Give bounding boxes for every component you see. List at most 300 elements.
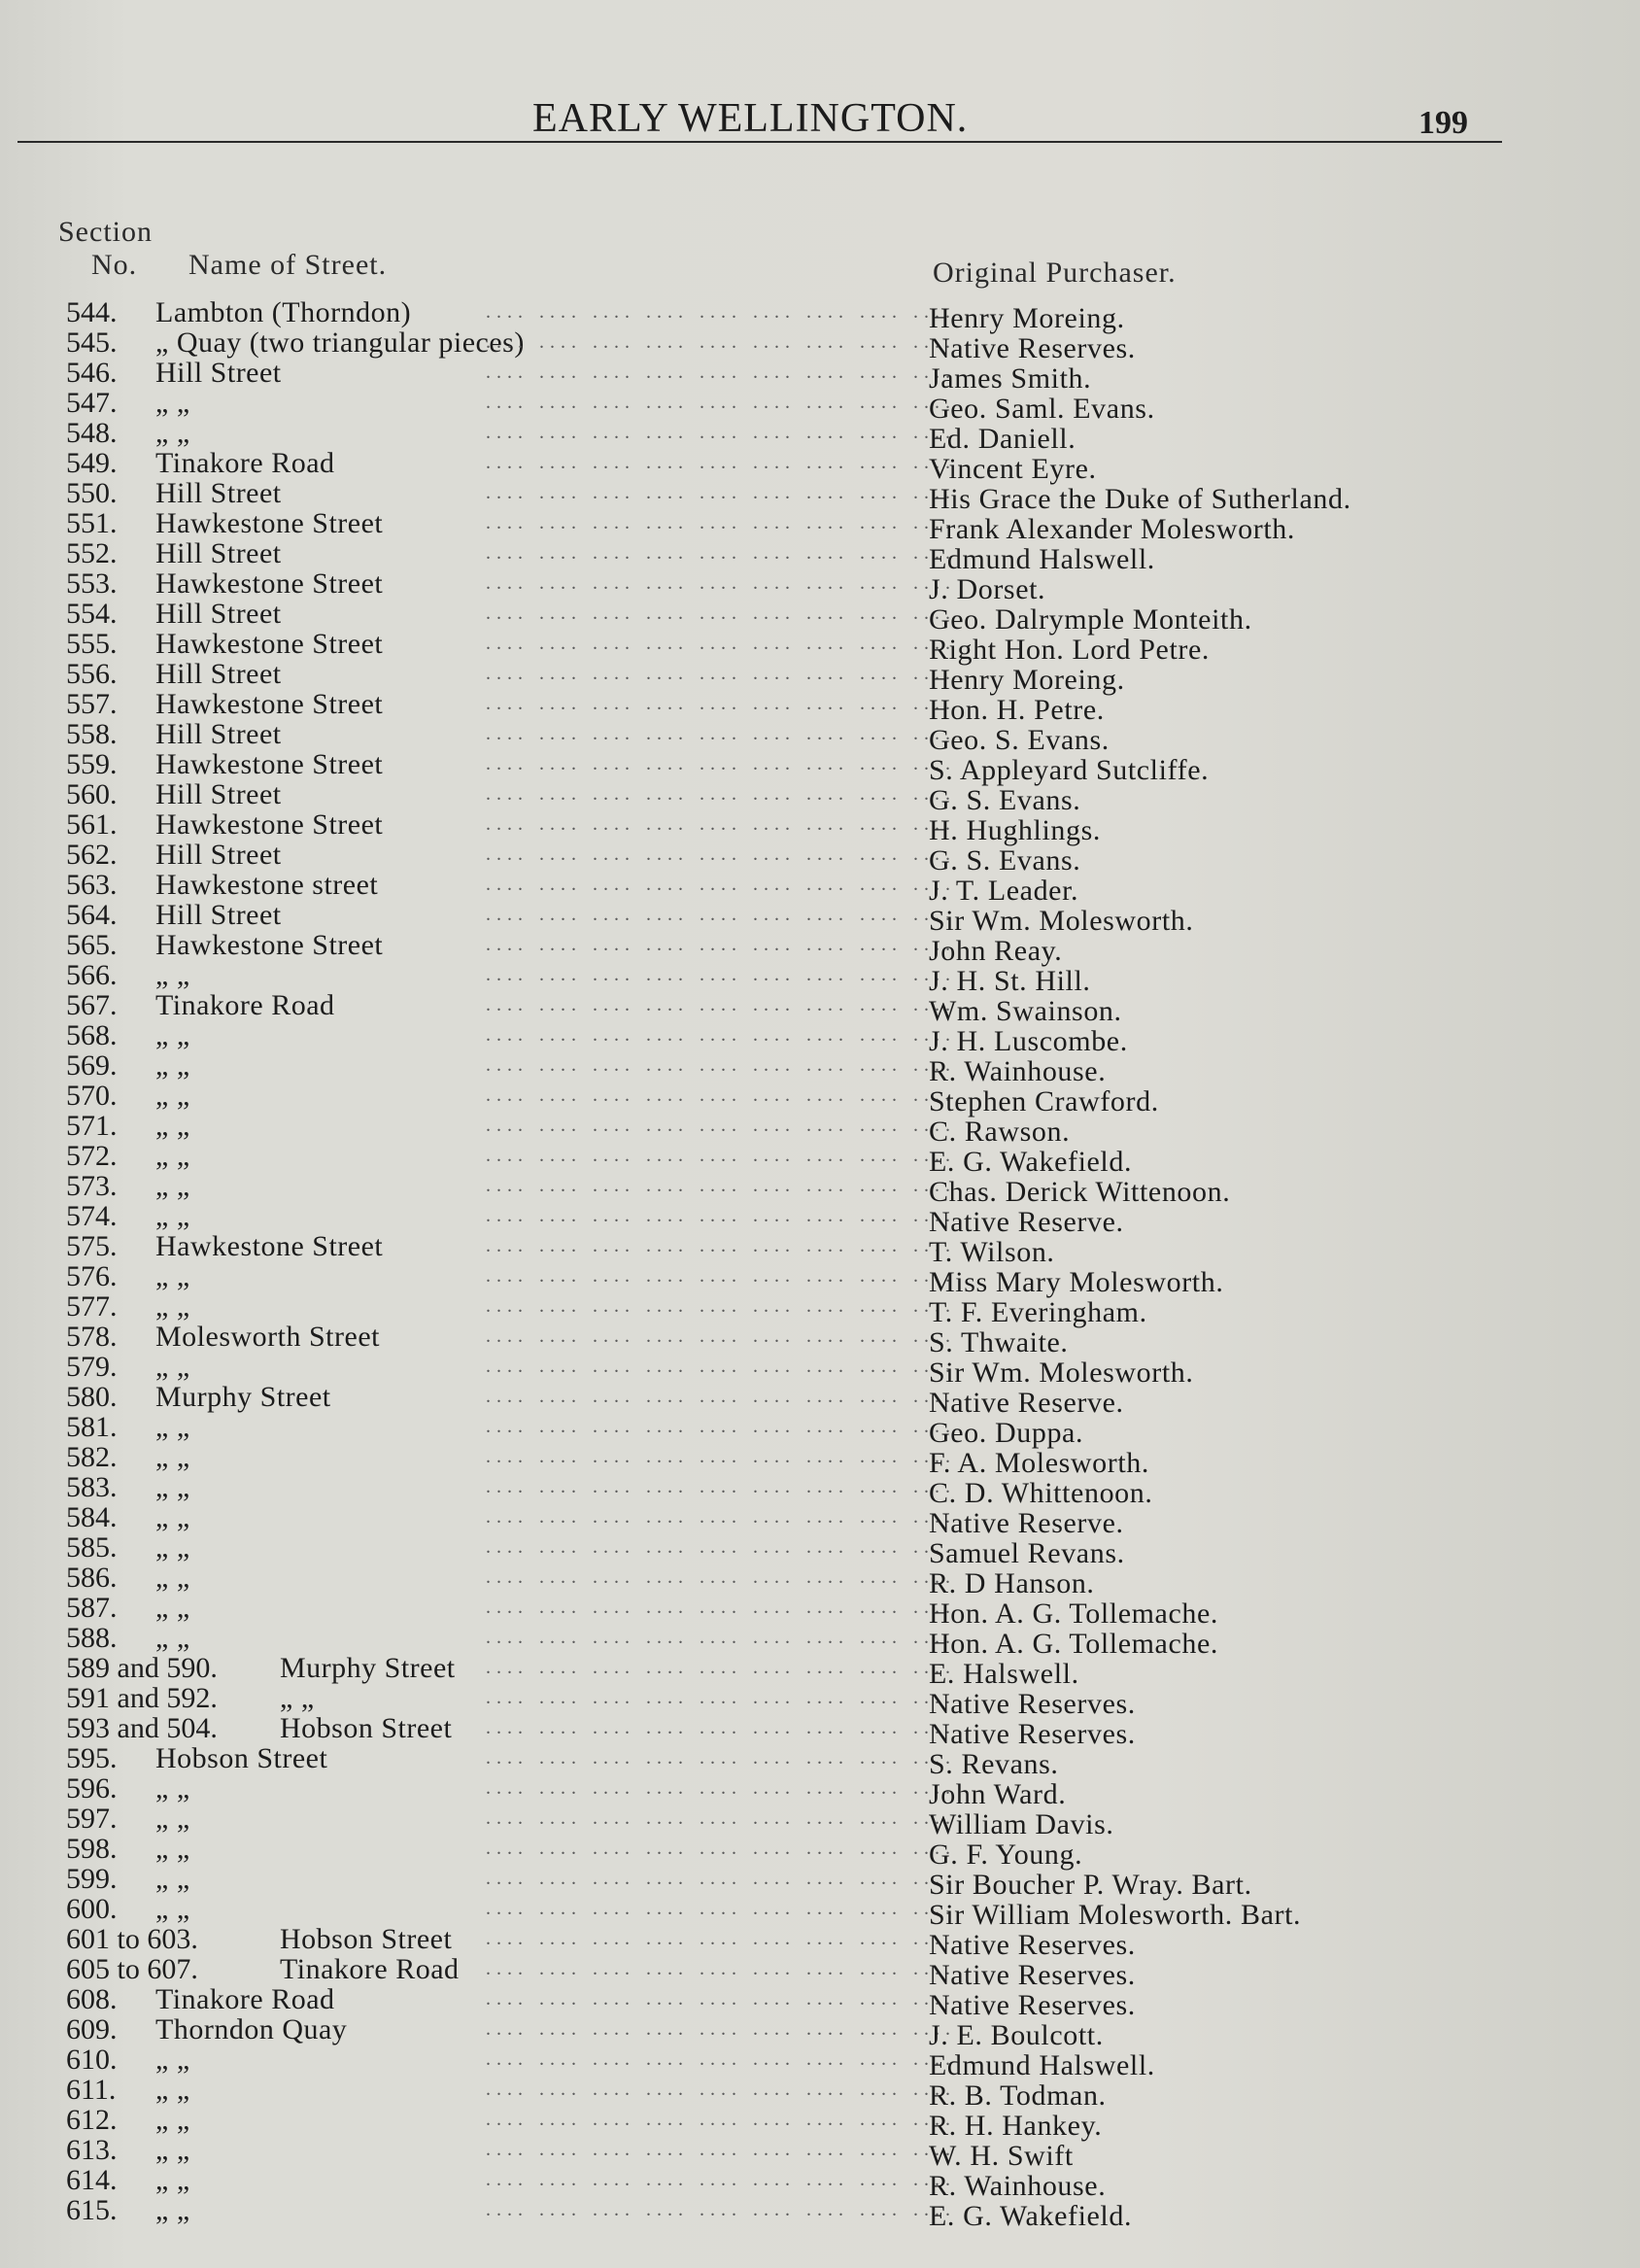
leader-dots: .... .... .... .... .... .... .... .... .... bbox=[486, 2169, 956, 2190]
leader-dots: .... .... .... .... .... .... .... .... .... bbox=[486, 422, 956, 443]
leader-dots: .... .... .... .... .... .... .... .... .... bbox=[486, 1084, 956, 1106]
street-name: Tinakore Road bbox=[155, 989, 335, 1021]
column-head-section-no: No. bbox=[91, 249, 138, 281]
street-name: „ „ bbox=[155, 2164, 190, 2196]
list-item bbox=[0, 1712, 1640, 1750]
leader-dots: .... .... .... .... .... .... .... .... .... bbox=[486, 1356, 956, 1377]
section-number: 605 to 607. bbox=[66, 1953, 198, 1985]
purchaser-name: J. T. Leader. bbox=[929, 875, 1079, 907]
section-number: 581. bbox=[66, 1411, 118, 1443]
leader-dots: .... .... .... .... .... .... .... .... .... bbox=[486, 1838, 956, 1859]
list-item bbox=[0, 387, 1640, 425]
street-name: Tinakore Road bbox=[280, 1953, 460, 1985]
leader-dots: .... .... .... .... .... .... .... .... .... bbox=[486, 874, 956, 895]
purchaser-name: Henry Moreing. bbox=[929, 302, 1125, 334]
section-number: 583. bbox=[66, 1471, 118, 1503]
leader-dots: .... .... .... .... .... .... .... .... .... bbox=[486, 1687, 956, 1708]
purchaser-name: R. B. Todman. bbox=[929, 2079, 1107, 2112]
list-item bbox=[0, 1170, 1640, 1208]
purchaser-name: Native Reserves. bbox=[929, 332, 1136, 364]
leader-dots: .... .... .... .... .... .... .... .... .... bbox=[486, 813, 956, 835]
section-number: 570. bbox=[66, 1080, 118, 1112]
street-name: „ „ bbox=[155, 1833, 190, 1865]
list-item bbox=[0, 1471, 1640, 1509]
street-name: „ „ bbox=[155, 1501, 190, 1533]
street-name: „ „ bbox=[155, 2044, 190, 2076]
list-item bbox=[0, 537, 1640, 575]
leader-dots: .... .... .... .... .... .... .... .... .... bbox=[486, 843, 956, 865]
section-number: 544. bbox=[66, 296, 118, 328]
street-name: Hill Street bbox=[155, 537, 282, 569]
purchaser-name: S. Thwaite. bbox=[929, 1326, 1069, 1358]
leader-dots: .... .... .... .... .... .... .... .... .... bbox=[486, 1807, 956, 1829]
section-number: 600. bbox=[66, 1893, 118, 1925]
purchaser-name: E. G. Wakefield. bbox=[929, 1146, 1133, 1178]
purchaser-name: R. D Hanson. bbox=[929, 1567, 1095, 1599]
street-name: „ „ bbox=[155, 1080, 190, 1112]
list-item bbox=[0, 1833, 1640, 1871]
section-number: 567. bbox=[66, 989, 118, 1021]
leader-dots: .... .... .... .... .... .... .... .... .... bbox=[486, 1476, 956, 1497]
list-item bbox=[0, 567, 1640, 605]
section-number: 557. bbox=[66, 688, 118, 720]
purchaser-name: G. F. Young. bbox=[929, 1838, 1083, 1871]
purchaser-name: John Ward. bbox=[929, 1778, 1067, 1810]
section-number: 549. bbox=[66, 447, 118, 479]
section-number: 548. bbox=[66, 417, 118, 449]
purchaser-name: Native Reserves. bbox=[929, 1959, 1136, 1991]
list-item bbox=[0, 839, 1640, 876]
list-item bbox=[0, 507, 1640, 545]
section-number: 596. bbox=[66, 1772, 118, 1804]
purchaser-name: E. G. Wakefield. bbox=[929, 2200, 1133, 2232]
street-name: „ „ bbox=[155, 387, 190, 419]
section-number: 565. bbox=[66, 929, 118, 961]
street-name: Lambton (Thorndon) bbox=[155, 296, 412, 328]
leader-dots: .... .... .... .... .... .... .... .... .... bbox=[486, 1777, 956, 1799]
section-number: 566. bbox=[66, 959, 118, 991]
leader-dots: .... .... .... .... .... .... .... .... .... bbox=[486, 1325, 956, 1347]
purchaser-name: Geo. S. Evans. bbox=[929, 724, 1110, 756]
purchaser-name: Native Reserve. bbox=[929, 1387, 1124, 1419]
column-head-purchaser: Original Purchaser. bbox=[933, 257, 1177, 289]
section-number: 553. bbox=[66, 567, 118, 600]
purchaser-name: William Davis. bbox=[929, 1808, 1114, 1840]
street-name: Hill Street bbox=[155, 357, 282, 389]
leader-dots: .... .... .... .... .... .... .... .... .... bbox=[486, 602, 956, 624]
purchaser-name: Sir William Molesworth. Bart. bbox=[929, 1899, 1302, 1931]
leader-dots: .... .... .... .... .... .... .... .... .... bbox=[486, 301, 956, 323]
street-name: „ „ bbox=[155, 1592, 190, 1624]
section-number: 558. bbox=[66, 718, 118, 750]
purchaser-name: Miss Mary Molesworth. bbox=[929, 1266, 1224, 1298]
purchaser-name: H. Hughlings. bbox=[929, 814, 1101, 846]
leader-dots: .... .... .... .... .... .... .... .... .... bbox=[486, 1265, 956, 1287]
list-item bbox=[0, 1351, 1640, 1389]
purchaser-name: Native Reserves. bbox=[929, 1688, 1136, 1720]
leader-dots: .... .... .... .... .... .... .... .... .... bbox=[486, 2199, 956, 2220]
leader-dots: .... .... .... .... .... .... .... .... .... bbox=[486, 1597, 956, 1618]
list-item bbox=[0, 2074, 1640, 2112]
list-item bbox=[0, 2194, 1640, 2232]
list-item bbox=[0, 2044, 1640, 2081]
purchaser-name: Native Reserves. bbox=[929, 1718, 1136, 1750]
section-number: 585. bbox=[66, 1531, 118, 1564]
purchaser-name: R. Wainhouse. bbox=[929, 1055, 1107, 1087]
section-number: 569. bbox=[66, 1049, 118, 1082]
leader-dots: .... .... .... .... .... .... .... .... .... bbox=[486, 904, 956, 925]
purchaser-name: G. S. Evans. bbox=[929, 784, 1081, 816]
street-name: „ „ bbox=[155, 1019, 190, 1051]
purchaser-name: Geo. Dalrymple Monteith. bbox=[929, 603, 1252, 636]
leader-dots: .... .... .... .... .... .... .... .... .... bbox=[486, 1928, 956, 1949]
section-number: 611. bbox=[66, 2074, 117, 2106]
purchaser-name: Ed. Daniell. bbox=[929, 423, 1076, 455]
purchaser-name: Edmund Halswell. bbox=[929, 2049, 1155, 2081]
section-number: 568. bbox=[66, 1019, 118, 1051]
list-item bbox=[0, 1290, 1640, 1328]
list-item bbox=[0, 1321, 1640, 1358]
list-item bbox=[0, 357, 1640, 395]
running-title: EARLY WELLINGTON. bbox=[532, 96, 969, 141]
section-number: 552. bbox=[66, 537, 118, 569]
leader-dots: .... .... .... .... .... .... .... .... .... bbox=[486, 753, 956, 774]
purchaser-name: R. H. Hankey. bbox=[929, 2110, 1103, 2142]
purchaser-name: J. Dorset. bbox=[929, 573, 1046, 605]
leader-dots: .... .... .... .... .... .... .... .... .... bbox=[486, 1657, 956, 1678]
purchaser-name: Geo. Duppa. bbox=[929, 1417, 1084, 1449]
section-number: 580. bbox=[66, 1381, 118, 1413]
leader-dots: .... .... .... .... .... .... .... .... .... bbox=[486, 693, 956, 714]
list-item bbox=[0, 1230, 1640, 1268]
section-number: 577. bbox=[66, 1290, 118, 1323]
section-number: 576. bbox=[66, 1260, 118, 1292]
street-name: Murphy Street bbox=[280, 1652, 456, 1684]
street-name: „ „ bbox=[155, 1863, 190, 1895]
section-number: 578. bbox=[66, 1321, 118, 1353]
section-number: 613. bbox=[66, 2134, 118, 2166]
list-item bbox=[0, 1863, 1640, 1901]
list-item bbox=[0, 477, 1640, 515]
purchaser-name: R. Wainhouse. bbox=[929, 2170, 1107, 2202]
list-item bbox=[0, 1803, 1640, 1840]
purchaser-name: His Grace the Duke of Sutherland. bbox=[929, 483, 1351, 515]
street-name: „ „ bbox=[155, 417, 190, 449]
street-name: „ „ bbox=[155, 1803, 190, 1835]
street-name: „ „ bbox=[155, 1411, 190, 1443]
purchaser-name: S. Appleyard Sutcliffe. bbox=[929, 754, 1210, 786]
leader-dots: .... .... .... .... .... .... .... .... .... bbox=[486, 1566, 956, 1588]
list-item bbox=[0, 1260, 1640, 1298]
section-number: 561. bbox=[66, 808, 118, 841]
street-name: „ „ bbox=[155, 1441, 190, 1473]
street-name: Hobson Street bbox=[155, 1742, 328, 1774]
list-item bbox=[0, 1923, 1640, 1961]
list-item bbox=[0, 808, 1640, 846]
purchaser-name: T. F. Everingham. bbox=[929, 1296, 1147, 1328]
purchaser-name: Wm. Swainson. bbox=[929, 995, 1122, 1027]
leader-dots: .... .... .... .... .... .... .... .... .... bbox=[486, 361, 956, 383]
list-item bbox=[0, 1110, 1640, 1148]
purchaser-name: Native Reserve. bbox=[929, 1507, 1124, 1539]
street-name: Hill Street bbox=[155, 477, 282, 509]
list-item bbox=[0, 748, 1640, 786]
list-item bbox=[0, 296, 1640, 334]
section-number: 575. bbox=[66, 1230, 118, 1262]
section-number: 584. bbox=[66, 1501, 118, 1533]
purchaser-name: J. H. Luscombe. bbox=[929, 1025, 1128, 1057]
street-name: Molesworth Street bbox=[155, 1321, 380, 1353]
street-name: Hill Street bbox=[155, 718, 282, 750]
street-name: Hawkestone Street bbox=[155, 748, 384, 780]
leader-dots: .... .... .... .... .... .... .... .... .... bbox=[486, 663, 956, 684]
section-number: 599. bbox=[66, 1863, 118, 1895]
section-number: 555. bbox=[66, 628, 118, 660]
list-item bbox=[0, 718, 1640, 756]
purchaser-name: C. D. Whittenoon. bbox=[929, 1477, 1153, 1509]
list-item bbox=[0, 1019, 1640, 1057]
street-name: Tinakore Road bbox=[155, 1983, 335, 2015]
list-item bbox=[0, 1200, 1640, 1238]
section-number: 586. bbox=[66, 1562, 118, 1594]
section-number: 556. bbox=[66, 658, 118, 690]
list-item bbox=[0, 929, 1640, 967]
list-item bbox=[0, 1441, 1640, 1479]
list-item bbox=[0, 1622, 1640, 1660]
list-item bbox=[0, 959, 1640, 997]
section-number: 610. bbox=[66, 2044, 118, 2076]
leader-dots: .... .... .... .... .... .... .... .... .... bbox=[486, 964, 956, 985]
leader-dots: .... .... .... .... .... .... .... .... .... bbox=[486, 542, 956, 564]
leader-dots: .... .... .... .... .... .... .... .... .... bbox=[486, 572, 956, 594]
street-name: Hawkestone street bbox=[155, 869, 379, 901]
leader-dots: .... .... .... .... .... .... .... .... .... bbox=[486, 994, 956, 1015]
section-number: 546. bbox=[66, 357, 118, 389]
section-number: 560. bbox=[66, 778, 118, 810]
leader-dots: .... .... .... .... .... .... .... .... .... bbox=[486, 452, 956, 473]
street-name: Hobson Street bbox=[280, 1923, 453, 1955]
purchaser-name: Sir Wm. Molesworth. bbox=[929, 905, 1194, 937]
street-name: „ „ bbox=[155, 1260, 190, 1292]
list-item bbox=[0, 1983, 1640, 2021]
leader-dots: .... .... .... .... .... .... .... .... .... bbox=[486, 1958, 956, 1979]
page-number: 199 bbox=[1418, 105, 1468, 141]
section-number: 562. bbox=[66, 839, 118, 871]
street-name: Tinakore Road bbox=[155, 447, 335, 479]
list-item bbox=[0, 869, 1640, 907]
leader-dots: .... .... .... .... .... .... .... .... .... bbox=[486, 2139, 956, 2160]
leader-dots: .... .... .... .... .... .... .... .... .... bbox=[486, 2048, 956, 2070]
column-head-street: Name of Street. bbox=[188, 249, 388, 281]
list-item bbox=[0, 1562, 1640, 1599]
section-number: 588. bbox=[66, 1622, 118, 1654]
list-item bbox=[0, 1772, 1640, 1810]
leader-dots: .... .... .... .... .... .... .... .... .... bbox=[486, 1386, 956, 1407]
purchaser-name: Native Reserves. bbox=[929, 1989, 1136, 2021]
section-number: 571. bbox=[66, 1110, 118, 1142]
street-name: Hill Street bbox=[155, 778, 282, 810]
list-item bbox=[0, 326, 1640, 364]
list-item bbox=[0, 1893, 1640, 1931]
section-number: 587. bbox=[66, 1592, 118, 1624]
purchaser-name: John Reay. bbox=[929, 935, 1063, 967]
list-item bbox=[0, 989, 1640, 1027]
leader-dots: .... .... .... .... .... .... .... .... .... bbox=[486, 1898, 956, 1919]
street-name: Hawkestone Street bbox=[155, 808, 384, 841]
list-item bbox=[0, 2164, 1640, 2202]
list-item bbox=[0, 1140, 1640, 1178]
leader-dots: .... .... .... .... .... .... .... .... .... bbox=[486, 934, 956, 955]
section-number: 582. bbox=[66, 1441, 118, 1473]
leader-dots: .... .... .... .... .... .... .... .... .... bbox=[486, 1024, 956, 1046]
section-number: 547. bbox=[66, 387, 118, 419]
section-number: 593 and 504. bbox=[66, 1712, 218, 1744]
section-number: 598. bbox=[66, 1833, 118, 1865]
purchaser-name: James Smith. bbox=[929, 362, 1092, 395]
list-item bbox=[0, 1742, 1640, 1780]
leader-dots: .... .... .... .... .... .... .... .... .... bbox=[486, 1536, 956, 1558]
list-item bbox=[0, 2104, 1640, 2142]
leader-dots: .... .... .... .... .... .... .... .... .... bbox=[486, 1115, 956, 1136]
leader-dots: .... .... .... .... .... .... .... .... .... bbox=[486, 1295, 956, 1317]
leader-dots: .... .... .... .... .... .... .... .... .... bbox=[486, 2109, 956, 2130]
list-item bbox=[0, 1953, 1640, 1991]
purchaser-name: Native Reserve. bbox=[929, 1206, 1124, 1238]
list-item bbox=[0, 628, 1640, 666]
header-rule bbox=[17, 141, 1502, 143]
list-item bbox=[0, 1080, 1640, 1117]
street-name: Hill Street bbox=[155, 899, 282, 931]
purchaser-name: Hon. A. G. Tollemache. bbox=[929, 1598, 1218, 1630]
street-name: „ „ bbox=[155, 1290, 190, 1323]
leader-dots: .... .... .... .... .... .... .... .... .... bbox=[486, 1747, 956, 1769]
street-name: „ „ bbox=[155, 2134, 190, 2166]
purchaser-name: Vincent Eyre. bbox=[929, 453, 1097, 485]
street-name: Murphy Street bbox=[155, 1381, 331, 1413]
leader-dots: .... .... .... .... .... .... .... .... .... bbox=[486, 1205, 956, 1226]
section-list bbox=[0, 296, 1640, 2232]
leader-dots: .... .... .... .... .... .... .... .... .... bbox=[486, 1627, 956, 1648]
street-name: „ „ bbox=[155, 1531, 190, 1564]
purchaser-name: S. Revans. bbox=[929, 1748, 1059, 1780]
section-number: 614. bbox=[66, 2164, 118, 2196]
leader-dots: .... .... .... .... .... .... .... .... .... bbox=[486, 723, 956, 744]
purchaser-name: W. H. Swift bbox=[929, 2140, 1074, 2172]
section-number: 579. bbox=[66, 1351, 118, 1383]
purchaser-name: Samuel Revans. bbox=[929, 1537, 1125, 1569]
street-name: „ „ bbox=[155, 1893, 190, 1925]
list-item bbox=[0, 688, 1640, 726]
street-name: „ „ bbox=[155, 1200, 190, 1232]
column-head-section: Section bbox=[58, 216, 153, 248]
list-item bbox=[0, 1682, 1640, 1720]
section-number: 573. bbox=[66, 1170, 118, 1202]
list-item bbox=[0, 1049, 1640, 1087]
street-name: Hill Street bbox=[155, 598, 282, 630]
leader-dots: .... .... .... .... .... .... .... .... .... bbox=[486, 2079, 956, 2100]
street-name: Hawkestone Street bbox=[155, 688, 384, 720]
leader-dots: .... .... .... .... .... .... .... .... .... bbox=[486, 1054, 956, 1076]
list-item bbox=[0, 658, 1640, 696]
leader-dots: .... .... .... .... .... .... .... .... .... bbox=[486, 633, 956, 654]
purchaser-name: Hon. H. Petre. bbox=[929, 694, 1105, 726]
purchaser-name: Hon. A. G. Tollemache. bbox=[929, 1628, 1218, 1660]
list-item bbox=[0, 1531, 1640, 1569]
purchaser-name: Sir Wm. Molesworth. bbox=[929, 1357, 1194, 1389]
purchaser-name: Chas. Derick Wittenoon. bbox=[929, 1176, 1231, 1208]
street-name: Hill Street bbox=[155, 839, 282, 871]
list-item bbox=[0, 1652, 1640, 1690]
street-name: „ „ bbox=[155, 1471, 190, 1503]
list-item bbox=[0, 778, 1640, 816]
section-number: 612. bbox=[66, 2104, 118, 2136]
leader-dots: .... .... .... .... .... .... .... .... .... bbox=[486, 331, 956, 353]
leader-dots: .... .... .... .... .... .... .... .... .... bbox=[486, 1175, 956, 1196]
section-number: 591 and 592. bbox=[66, 1682, 218, 1714]
section-number: 545. bbox=[66, 326, 118, 359]
section-number: 595. bbox=[66, 1742, 118, 1774]
list-item bbox=[0, 598, 1640, 636]
street-name: Hawkestone Street bbox=[155, 929, 384, 961]
purchaser-name: Edmund Halswell. bbox=[929, 543, 1155, 575]
leader-dots: .... .... .... .... .... .... .... .... .... bbox=[486, 1235, 956, 1256]
street-name: „ „ bbox=[155, 1140, 190, 1172]
street-name: „ Quay (two triangular pieces) bbox=[155, 326, 525, 359]
list-item bbox=[0, 2013, 1640, 2051]
street-name: „ „ bbox=[155, 1622, 190, 1654]
section-number: 550. bbox=[66, 477, 118, 509]
street-name: „ „ bbox=[155, 1170, 190, 1202]
section-number: 559. bbox=[66, 748, 118, 780]
street-name: „ „ bbox=[155, 1772, 190, 1804]
leader-dots: .... .... .... .... .... .... .... .... .... bbox=[486, 392, 956, 413]
section-number: 615. bbox=[66, 2194, 118, 2226]
section-number: 554. bbox=[66, 598, 118, 630]
purchaser-name: G. S. Evans. bbox=[929, 844, 1081, 876]
street-name: „ „ bbox=[155, 1562, 190, 1594]
leader-dots: .... .... .... .... .... .... .... .... .... bbox=[486, 1717, 956, 1738]
section-number: 572. bbox=[66, 1140, 118, 1172]
leader-dots: .... .... .... .... .... .... .... .... .... bbox=[486, 1868, 956, 1889]
street-name: „ „ bbox=[155, 959, 190, 991]
section-number: 551. bbox=[66, 507, 118, 539]
list-item bbox=[0, 1411, 1640, 1449]
street-name: Hobson Street bbox=[280, 1712, 453, 1744]
purchaser-name: F. A. Molesworth. bbox=[929, 1447, 1149, 1479]
section-number: 563. bbox=[66, 869, 118, 901]
street-name: Hill Street bbox=[155, 658, 282, 690]
list-item bbox=[0, 899, 1640, 937]
purchaser-name: C. Rawson. bbox=[929, 1116, 1071, 1148]
leader-dots: .... .... .... .... .... .... .... .... .... bbox=[486, 1145, 956, 1166]
purchaser-name: T. Wilson. bbox=[929, 1236, 1055, 1268]
street-name: „ „ bbox=[155, 1049, 190, 1082]
list-item bbox=[0, 2134, 1640, 2172]
purchaser-name: E. Halswell. bbox=[929, 1658, 1079, 1690]
section-number: 564. bbox=[66, 899, 118, 931]
street-name: Hawkestone Street bbox=[155, 507, 384, 539]
leader-dots: .... .... .... .... .... .... .... .... .... bbox=[486, 1416, 956, 1437]
purchaser-name: J. E. Boulcott. bbox=[929, 2019, 1104, 2051]
purchaser-name: Sir Boucher P. Wray. Bart. bbox=[929, 1869, 1252, 1901]
purchaser-name: Geo. Saml. Evans. bbox=[929, 393, 1155, 425]
purchaser-name: J. H. St. Hill. bbox=[929, 965, 1091, 997]
street-name: Hawkestone Street bbox=[155, 628, 384, 660]
section-number: 608. bbox=[66, 1983, 118, 2015]
list-item bbox=[0, 447, 1640, 485]
leader-dots: .... .... .... .... .... .... .... .... .... bbox=[486, 512, 956, 533]
street-name: „ „ bbox=[155, 2074, 190, 2106]
